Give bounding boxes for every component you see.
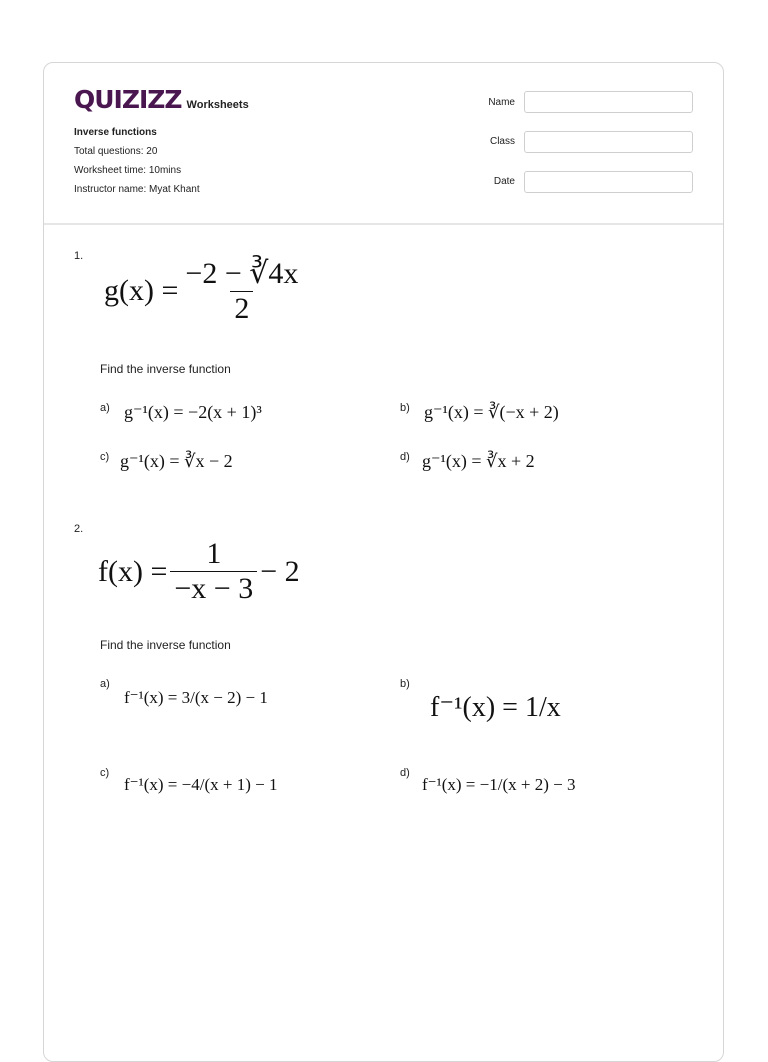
q2-option-d-letter: d) [400,767,410,779]
q1-expression-numerator: −2 − ∛4x [185,257,299,290]
q1-expression-lhs: g(x) = [104,274,179,307]
q1-option-c-math: g⁻¹(x) = ∛x − 2 [120,451,233,471]
quizizz-logo [74,85,249,114]
question-2-prompt: Find the inverse function [100,638,231,652]
q1-option-d-math: g⁻¹(x) = ∛x + 2 [422,451,535,471]
total-questions: Total questions: 20 [74,146,158,157]
question-1-prompt: Find the inverse function [100,362,231,376]
q2-expression-numerator: 1 [206,537,222,570]
question-2-number: 2. [74,523,84,535]
q1-option-c-letter: c) [100,451,110,463]
q2-option-a-math: f⁻¹(x) = 3/(x − 2) − 1 [124,688,268,707]
q2-option-c-math: f⁻¹(x) = −4/(x + 1) − 1 [124,775,278,794]
logo-subtitle: Worksheets [186,99,249,111]
q1-option-b-letter: b) [400,402,410,414]
worksheet-header [44,63,723,225]
date-label: Date [493,176,515,187]
q1-option-b-math: g⁻¹(x) = ∛(−x + 2) [424,402,559,422]
q2-option-a-letter: a) [100,678,110,690]
date-field[interactable] [524,171,693,193]
worksheet-time: Worksheet time: 10mins [74,165,182,176]
worksheet-title: Inverse functions [74,127,157,138]
q2-option-d-math: f⁻¹(x) = −1/(x + 2) − 3 [422,775,576,794]
class-field[interactable] [524,131,693,153]
q1-option-a-letter: a) [100,402,110,414]
instructor-name: Instructor name: Myat Khant [74,184,200,195]
q1-option-d-letter: d) [400,451,410,463]
q2-expression-tail: − 2 [260,554,300,588]
question-1-number: 1. [74,250,84,262]
q1-expression-denominator: 2 [230,291,253,326]
name-field[interactable] [524,91,693,113]
question-2-expression [98,537,300,606]
name-label: Name [488,97,515,108]
q2-option-c-letter: c) [100,767,110,779]
q2-expression-lhs: f(x) = [98,554,168,588]
logo-text: QUIZIZZ [74,85,182,114]
q1-option-a-math: g⁻¹(x) = −2(x + 1)³ [124,402,262,422]
q2-option-b-math: f⁻¹(x) = 1/x [430,692,561,723]
question-1-expression [104,256,305,326]
class-label: Class [489,136,515,147]
q2-expression-denominator: −x − 3 [170,571,257,606]
q2-option-b-letter: b) [400,678,410,690]
